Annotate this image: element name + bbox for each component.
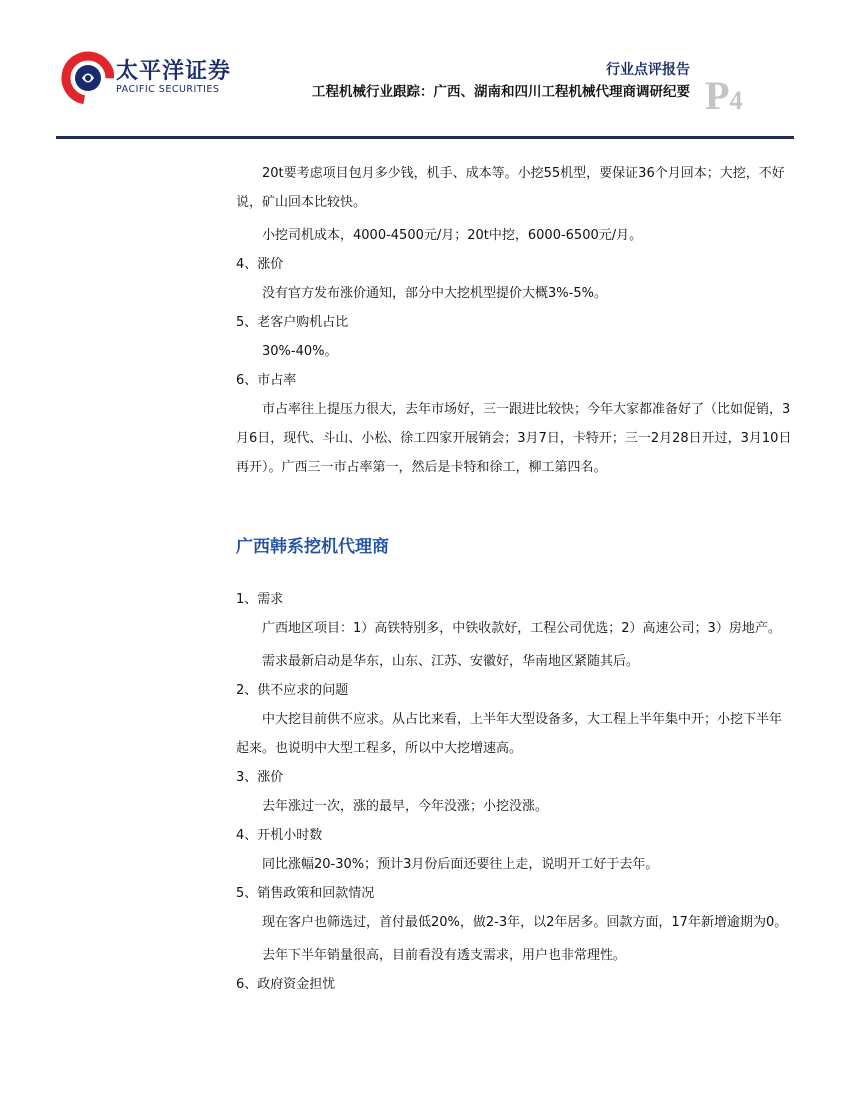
header-rule bbox=[56, 136, 794, 139]
heading-demand: 1、需求 bbox=[236, 592, 284, 607]
paragraph-market-share: 市占率往上提压力很大，去年市场好，三一跟进比较快；今年大家都准备好了（比如促销，3月6日，现代、斗山、小松、徐工四家开展销会；3月7日，卡特开；三一2月28日开过，3月10日再开）。广西三一市占率第一，然后是卡特和徐工，柳工第四名。 bbox=[236, 402, 792, 475]
paragraph-demand-projects: 广西地区项目：1）高铁特别多，中铁收款好，工程公司优选；2）高速公司；3）房地产。 bbox=[262, 621, 781, 636]
report-title: 工程机械行业跟踪：广西、湖南和四川工程机械代理商调研纪要 bbox=[312, 84, 690, 100]
paragraph-price-hike: 没有官方发布涨价通知，部分中大挖机型提价大概3%-5%。 bbox=[262, 286, 607, 301]
heading-government-funding: 6、政府资金担忧 bbox=[236, 977, 336, 992]
page-number bbox=[705, 72, 742, 119]
logo-chinese-name: 太平洋证券 bbox=[116, 59, 232, 84]
paragraph-repeat-customers: 30%-40%。 bbox=[262, 344, 338, 359]
heading-price-hike-2: 3、涨价 bbox=[236, 770, 284, 785]
paragraph-payback: 20t要考虑项目包月多少钱，机手、成本等。小挖55机型，要保证36个月回本；大挖，不好说，矿山回本比较快。 bbox=[236, 166, 785, 210]
paragraph-sales-rational: 去年下半年销量很高，目前看没有透支需求，用户也非常理性。 bbox=[262, 948, 627, 963]
page-letter: P bbox=[705, 73, 730, 118]
heading-price-hike: 4、涨价 bbox=[236, 257, 284, 272]
paragraph-sales-policy: 现在客户也筛选过，首付最低20%，做2-3年，以2年居多。回款方面，17年新增逾期为0。 bbox=[262, 915, 788, 930]
section-title-guangxi-korean-dealer: 广西韩系挖机代理商 bbox=[236, 537, 389, 557]
page-digit: 4 bbox=[729, 86, 743, 115]
paragraph-operator-cost: 小挖司机成本，4000-4500元/月；20t中挖，6000-6500元/月。 bbox=[262, 228, 643, 243]
report-type: 行业点评报告 bbox=[606, 62, 690, 78]
heading-market-share: 6、市占率 bbox=[236, 373, 297, 388]
heading-sales-policy: 5、销售政策和回款情况 bbox=[236, 886, 375, 901]
document-body bbox=[236, 159, 792, 999]
page-header bbox=[0, 0, 850, 140]
heading-repeat-customers: 5、老客户购机占比 bbox=[236, 315, 349, 330]
heading-operating-hours: 4、开机小时数 bbox=[236, 828, 323, 843]
paragraph-demand-regions: 需求最新启动是华东，山东、江苏、安徽好，华南地区紧随其后。 bbox=[262, 654, 640, 669]
paragraph-supply-shortage: 中大挖目前供不应求。从占比来看，上半年大型设备多，大工程上半年集中开；小挖下半年起来。也说明中大型工程多，所以中大挖增速高。 bbox=[236, 712, 783, 756]
pacific-securities-logo-icon bbox=[58, 48, 114, 108]
company-logo bbox=[58, 48, 232, 108]
heading-supply-shortage: 2、供不应求的问题 bbox=[236, 683, 349, 698]
logo-english-name: PACIFIC SECURITIES bbox=[116, 84, 220, 95]
paragraph-operating-hours: 同比涨幅20-30%；预计3月份后面还要往上走，说明开工好于去年。 bbox=[262, 857, 659, 872]
paragraph-price-hike-2: 去年涨过一次，涨的最早，今年没涨；小挖没涨。 bbox=[262, 799, 549, 814]
